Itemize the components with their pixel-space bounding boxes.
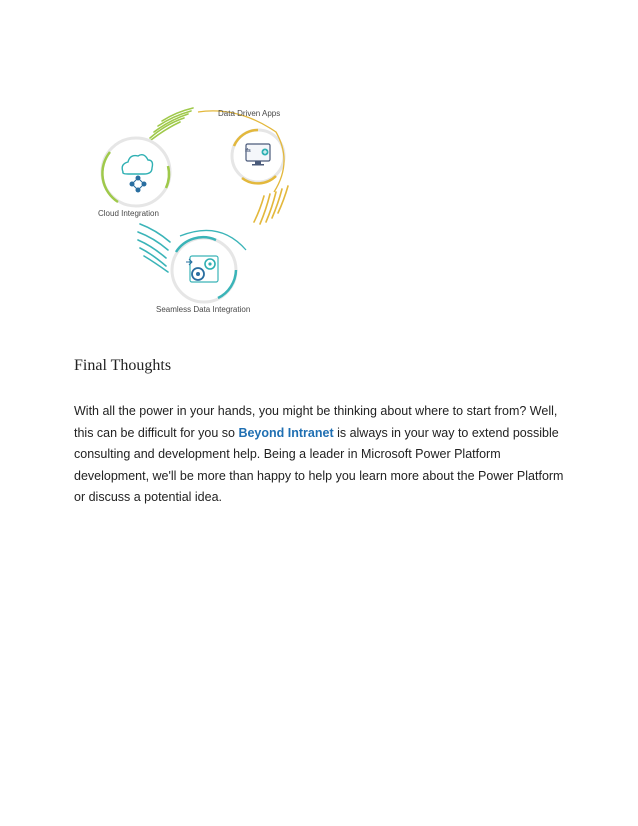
data-driven-apps-node: [198, 111, 288, 224]
cloud-integration-node: [102, 108, 193, 206]
section-heading: Final Thoughts: [74, 357, 172, 374]
diagram-graphic: [88, 92, 318, 322]
seamless-data-integration-label: Seamless Data Integration: [156, 305, 251, 314]
paragraph-text-before-link: With all the power in your hands, you might be thinking about where to start from? Well, this can be difficult for you so: [74, 404, 558, 440]
power-platform-diagram: [88, 92, 318, 322]
seamless-data-integration-node: [138, 224, 246, 302]
section-paragraph: [74, 401, 574, 509]
paragraph-text-after-link: is always in your way to extend possible consulting and development help. Being a leader in Microsoft Power Platform development, we'll be more than happy to help you learn more about the Power Platform or discuss a potential idea.: [74, 425, 564, 505]
data-driven-apps-label: Data Driven Apps: [218, 109, 281, 118]
apps-badge-text: ifs: [245, 148, 251, 154]
beyond-intranet-link[interactable]: Beyond Intranet: [238, 425, 334, 440]
cloud-integration-label: Cloud Integration: [98, 209, 159, 218]
